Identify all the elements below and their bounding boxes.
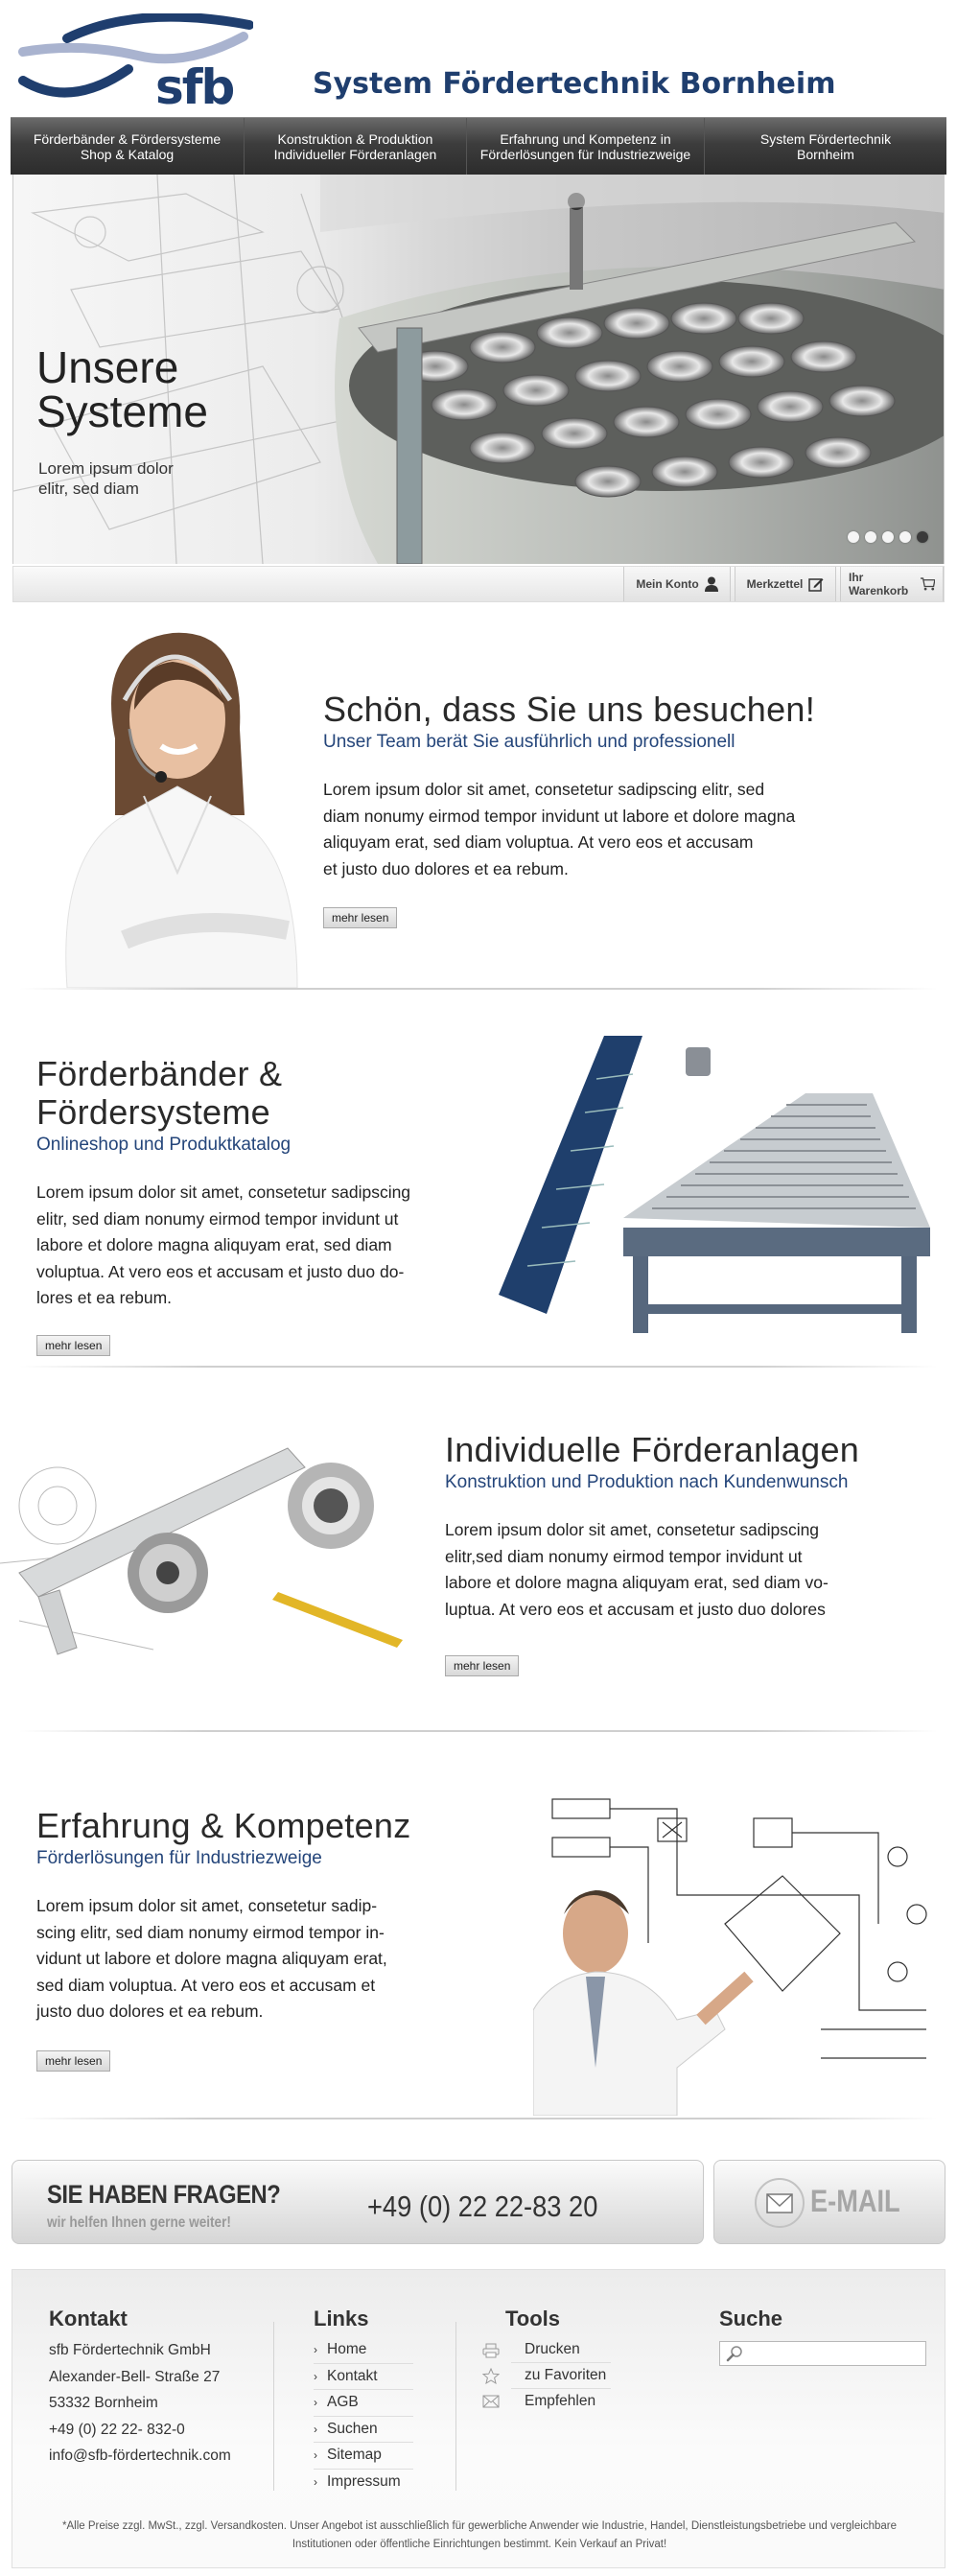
welcome-subtitle: Unser Team berät Sie ausführlich und professionell xyxy=(323,732,735,752)
shopping-cart-icon xyxy=(921,576,935,592)
printer-icon xyxy=(482,2343,500,2358)
footer-link-suchen[interactable] xyxy=(314,2417,413,2444)
footer-search-heading: Suche xyxy=(719,2307,783,2330)
text-line: et justo duo dolores et ea rebum. xyxy=(323,858,569,878)
nav-label-line1: Erfahrung und Kompetenz in xyxy=(500,130,671,147)
questions-banner xyxy=(12,2160,704,2244)
tool-recommend[interactable] xyxy=(482,2389,611,2414)
footer-link-agb[interactable] xyxy=(314,2390,413,2417)
nav-item-konstruktion[interactable] xyxy=(245,118,467,175)
chevron-right-icon: › xyxy=(314,2396,317,2409)
experience-text xyxy=(36,1893,487,2026)
footer-tools xyxy=(482,2307,611,2414)
nav-label-line2: Bornheim xyxy=(797,146,854,162)
text-line: aliquyam erat, sed diam voluptua. At vero eos et accusam xyxy=(323,832,754,852)
footer-search xyxy=(719,2307,926,2366)
chevron-right-icon: › xyxy=(314,2448,317,2462)
city-address: 53332 Bornheim xyxy=(49,2395,158,2411)
email-label: E-MAIL xyxy=(810,2184,900,2218)
user-icon xyxy=(705,576,718,592)
nav-item-foerderbaender[interactable] xyxy=(11,118,245,175)
email-button[interactable] xyxy=(713,2160,945,2244)
text-line: justo duo dolores et ea rebum. xyxy=(36,2002,264,2021)
footer-link-home[interactable] xyxy=(314,2337,413,2364)
section-divider xyxy=(19,1730,938,1732)
conveyor-system-image xyxy=(489,1026,949,1343)
text-line: Lorem ipsum dolor sit amet, consetetur sadipscing xyxy=(445,1520,820,1539)
section-divider xyxy=(19,988,938,990)
slider-dot-2[interactable] xyxy=(865,531,876,543)
footer-links-heading: Links xyxy=(314,2307,369,2330)
hero-subtitle xyxy=(38,458,174,499)
text-line: Lorem ipsum dolor sit amet, consetetur sadip- xyxy=(36,1896,378,1915)
hero-slider[interactable] xyxy=(12,175,945,564)
email-link[interactable]: info@sfb-fördertechnik.com xyxy=(49,2447,231,2464)
link-label: Sitemap xyxy=(327,2447,382,2463)
text-line: labore et dolore magna aliquyam erat, sed diam vo- xyxy=(445,1573,829,1592)
nav-label-line1: System Fördertechnik xyxy=(759,130,892,147)
text-line: labore et dolore magna aliquyam erat, sed diam xyxy=(36,1235,392,1254)
hero-title-line2: Systeme xyxy=(36,386,208,436)
welcome-text xyxy=(323,777,918,882)
footer-contact xyxy=(49,2307,231,2470)
conveyor-section xyxy=(36,1055,497,1356)
conveyor-title: Förderbänder & Fördersysteme xyxy=(36,1054,283,1132)
experience-subtitle: Förderlösungen für Industriezweige xyxy=(36,1848,322,1868)
support-agent-image xyxy=(38,623,326,988)
slider-pagination xyxy=(848,531,928,543)
search-input[interactable] xyxy=(743,2343,925,2364)
questions-title: SIE HABEN FRAGEN? xyxy=(47,2180,281,2209)
nav-item-system[interactable] xyxy=(705,118,946,175)
nav-label-line1: Förderbänder & Fördersysteme xyxy=(33,130,222,147)
footer-link-impressum[interactable] xyxy=(314,2470,413,2495)
hero-sub-line2: elitr, sed diam xyxy=(38,480,139,498)
link-label: Impressum xyxy=(327,2472,401,2490)
link-label: Home xyxy=(327,2341,367,2357)
hero-sub-line1: Lorem ipsum dolor xyxy=(38,459,174,478)
footer-contact-heading: Kontakt xyxy=(49,2307,128,2330)
wishlist-button[interactable] xyxy=(735,567,836,601)
hero-title-line1: Unsere xyxy=(36,342,179,392)
footer-tools-heading: Tools xyxy=(505,2307,561,2330)
tool-label: Drucken xyxy=(511,2337,611,2363)
experience-title: Erfahrung & Kompetenz xyxy=(36,1806,411,1845)
text-line: lores et ea rebum. xyxy=(36,1288,173,1307)
text-line: Lorem ipsum dolor sit amet, consetetur sadipscing elitr, sed xyxy=(323,780,765,799)
envelope-icon xyxy=(482,2395,500,2408)
conveyor-text xyxy=(36,1180,497,1312)
welcome-title: Schön, dass Sie uns besuchen! xyxy=(323,690,816,729)
edit-note-icon xyxy=(808,576,824,592)
search-icon xyxy=(726,2345,743,2362)
footer-separator xyxy=(455,2322,456,2491)
experience-read-more-button[interactable]: mehr lesen xyxy=(36,2050,110,2072)
text-line: Lorem ipsum dolor sit amet, consetetur sadipscing xyxy=(36,1183,411,1202)
disclaimer-line: Institutionen oder öffentliche Einrichtungen bestimmt. Kein Verkauf an Privat! xyxy=(292,2539,667,2550)
disclaimer-line: *Alle Preise zzgl. MwSt., zzgl. Versandkosten. Unser Angebot ist ausschließlich für gewerbliche Anwender wie Industrie, Handel, Dienstleistungsbetriebe und vergleichbare xyxy=(62,2520,897,2532)
text-line: sed diam voluptua. At vero eos et accusam et xyxy=(36,1975,376,1995)
price-disclaimer xyxy=(12,2517,946,2554)
custom-systems-section xyxy=(445,1431,944,1676)
text-line: vidunt ut labore et dolore magna aliquyam erat, xyxy=(36,1949,387,1968)
phone-number[interactable]: +49 (0) 22 22-83 20 xyxy=(367,2190,598,2223)
chevron-right-icon: › xyxy=(314,2422,317,2436)
engineer-drawing-image xyxy=(533,1780,945,2116)
engineering-tools-image xyxy=(0,1429,412,1678)
cart-button[interactable] xyxy=(840,567,944,601)
tool-print[interactable] xyxy=(482,2337,611,2363)
chevron-right-icon: › xyxy=(314,2474,317,2489)
text-line: elitr,sed diam nonumy eirmod tempor invidunt ut xyxy=(445,1546,803,1566)
custom-systems-text xyxy=(445,1517,944,1623)
tool-label: zu Favoriten xyxy=(511,2363,611,2389)
welcome-read-more-button[interactable]: mehr lesen xyxy=(323,907,397,928)
star-icon xyxy=(482,2368,500,2384)
link-label: AGB xyxy=(327,2394,359,2410)
tool-favorites[interactable] xyxy=(482,2363,611,2389)
my-account-label: Mein Konto xyxy=(636,577,699,591)
section-divider xyxy=(19,1366,938,1368)
hero-title xyxy=(36,342,208,436)
footer-link-sitemap[interactable] xyxy=(314,2443,413,2470)
account-bar xyxy=(12,566,945,602)
footer-separator xyxy=(273,2322,274,2491)
slider-dot-5[interactable] xyxy=(917,531,928,543)
envelope-icon xyxy=(757,2180,803,2226)
conveyor-subtitle: Onlineshop und Produktkatalog xyxy=(36,1135,292,1155)
rotary-table-machine-image xyxy=(320,175,945,564)
slider-dot-4[interactable] xyxy=(899,531,911,543)
experience-section xyxy=(36,1807,487,2072)
text-line: elitr, sed diam nonumy eirmod tempor invidunt ut xyxy=(36,1208,399,1229)
text-line: luptua. At vero eos et accusam et justo duo dolores xyxy=(445,1599,826,1619)
custom-systems-title: Individuelle Förderanlagen xyxy=(445,1430,860,1469)
wishlist-label: Merkzettel xyxy=(746,577,804,591)
my-account-button[interactable] xyxy=(623,567,731,601)
street-address: Alexander-Bell- Straße 27 xyxy=(49,2368,221,2385)
email-circle xyxy=(755,2178,805,2228)
main-nav xyxy=(11,117,946,175)
welcome-section xyxy=(323,691,918,928)
company-name: sfb Fördertechnik GmbH xyxy=(49,2342,211,2358)
text-line: diam nonumy eirmod tempor invidunt ut labore et dolore magna xyxy=(323,806,796,826)
questions-subtitle: wir helfen Ihnen gerne weiter! xyxy=(47,2214,231,2231)
tool-label: Empfehlen xyxy=(525,2393,596,2409)
custom-systems-subtitle: Konstruktion und Produktion nach Kundenwunsch xyxy=(445,1472,849,1492)
nav-label-line1: Konstruktion & Produktion xyxy=(277,130,433,147)
site-title: System Fördertechnik Bornheim xyxy=(313,67,836,101)
nav-label-line2: Shop & Katalog xyxy=(80,146,175,162)
footer xyxy=(12,2269,945,2568)
chevron-right-icon: › xyxy=(314,2343,317,2356)
footer-link-kontakt[interactable] xyxy=(314,2364,413,2391)
cart-label: Ihr Warenkorb xyxy=(849,571,909,597)
slider-dot-1[interactable] xyxy=(848,531,859,543)
link-label: Kontakt xyxy=(327,2367,378,2384)
phone[interactable]: +49 (0) 22 22- 832-0 xyxy=(49,2421,185,2438)
nav-label-line2: Förderlösungen für Industriezweige xyxy=(479,146,691,162)
nav-item-erfahrung[interactable] xyxy=(467,118,705,175)
conveyor-read-more-button[interactable]: mehr lesen xyxy=(36,1335,110,1356)
sfb-logo[interactable] xyxy=(13,13,253,115)
search-box xyxy=(719,2341,926,2366)
slider-dot-3[interactable] xyxy=(882,531,894,543)
nav-label-line2: Individueller Förderanlagen xyxy=(273,146,437,162)
text-line: voluptua. At vero eos et accusam et justo duo do- xyxy=(36,1261,405,1281)
link-label: Suchen xyxy=(327,2420,378,2437)
chevron-right-icon: › xyxy=(314,2369,317,2383)
logo-text: sfb xyxy=(155,59,234,115)
footer-links xyxy=(314,2307,413,2494)
section-divider xyxy=(19,2118,938,2119)
custom-systems-read-more-button[interactable]: mehr lesen xyxy=(445,1655,519,1676)
text-line: scing elitr, sed diam nonumy eirmod tempor in- xyxy=(36,1922,385,1942)
